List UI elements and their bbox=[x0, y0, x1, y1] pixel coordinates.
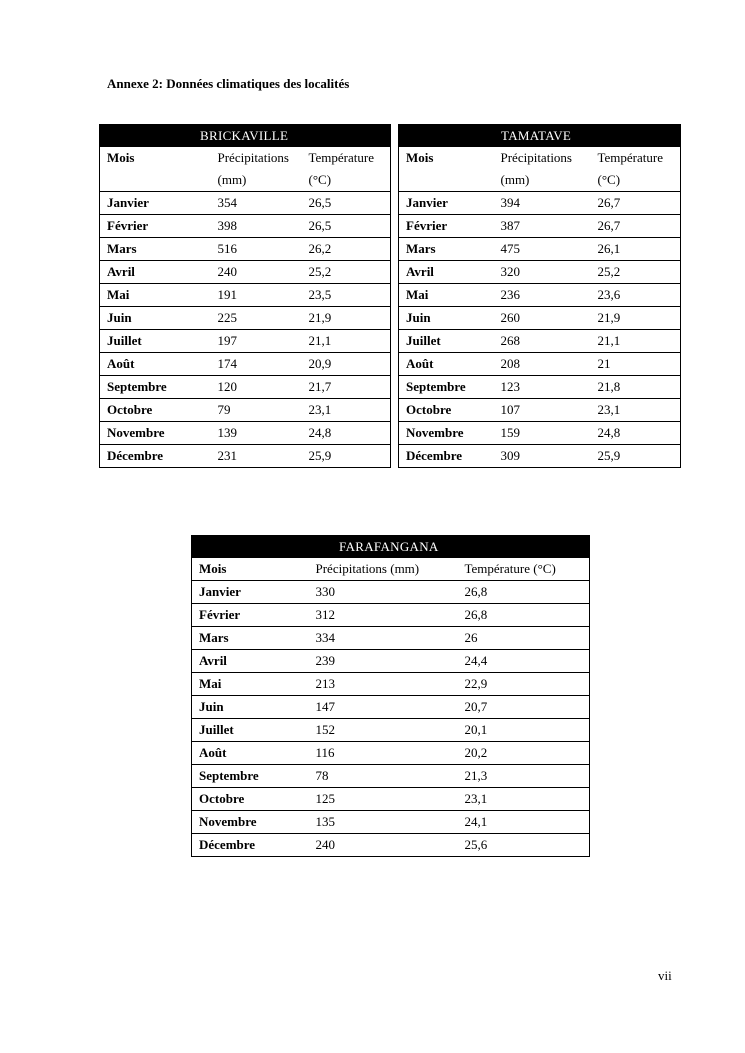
temp-cell: 26,5 bbox=[302, 215, 391, 238]
temp-cell: 24,4 bbox=[458, 650, 590, 673]
month-cell: Septembre bbox=[192, 765, 309, 788]
temp-cell: 25,6 bbox=[458, 834, 590, 857]
table-row bbox=[100, 192, 391, 215]
temp-cell: 26,1 bbox=[591, 238, 681, 261]
table-row bbox=[399, 307, 681, 330]
page-number: vii bbox=[658, 968, 672, 983]
col-temp-header: Température bbox=[597, 150, 663, 165]
tamatave-rows bbox=[399, 192, 681, 468]
table-row bbox=[399, 376, 681, 399]
temp-cell: 23,1 bbox=[591, 399, 681, 422]
table-row bbox=[100, 215, 391, 238]
temp-cell: 24,1 bbox=[458, 811, 590, 834]
month-cell: Janvier bbox=[100, 192, 211, 215]
month-cell: Juin bbox=[399, 307, 494, 330]
precip-cell: 309 bbox=[494, 445, 591, 468]
month-cell: Avril bbox=[399, 261, 494, 284]
month-cell: Mai bbox=[399, 284, 494, 307]
month-cell: Mai bbox=[192, 673, 309, 696]
month-cell: Février bbox=[399, 215, 494, 238]
table-row bbox=[100, 238, 391, 261]
precip-cell: 475 bbox=[494, 238, 591, 261]
table-row bbox=[192, 650, 590, 673]
temp-cell: 26,2 bbox=[302, 238, 391, 261]
month-cell: Janvier bbox=[399, 192, 494, 215]
temp-cell: 25,2 bbox=[302, 261, 391, 284]
month-cell: Février bbox=[192, 604, 309, 627]
col-precip-header: Précipitations (mm) bbox=[315, 561, 420, 576]
table-row bbox=[100, 261, 391, 284]
table-row bbox=[192, 742, 590, 765]
temp-cell: 25,9 bbox=[591, 445, 681, 468]
precip-cell: 213 bbox=[309, 673, 458, 696]
month-cell: Août bbox=[100, 353, 211, 376]
temp-cell: 20,1 bbox=[458, 719, 590, 742]
precip-cell: 174 bbox=[211, 353, 302, 376]
table-row bbox=[399, 192, 681, 215]
table-row bbox=[192, 673, 590, 696]
col-temp-header: Température bbox=[308, 150, 374, 165]
month-cell: Mai bbox=[100, 284, 211, 307]
month-cell: Mars bbox=[100, 238, 211, 261]
col-temp-unit: (°C) bbox=[597, 172, 621, 187]
col-precip-header: Précipitations bbox=[217, 150, 289, 165]
temp-cell: 25,2 bbox=[591, 261, 681, 284]
month-cell: Octobre bbox=[399, 399, 494, 422]
month-cell: Janvier bbox=[192, 581, 309, 604]
month-cell: Juin bbox=[192, 696, 309, 719]
col-precip-unit: (mm) bbox=[500, 172, 530, 187]
farafangana-rows bbox=[192, 581, 590, 857]
temp-cell: 23,1 bbox=[302, 399, 391, 422]
table-row bbox=[399, 215, 681, 238]
precip-cell: 268 bbox=[494, 330, 591, 353]
temp-cell: 26,7 bbox=[591, 192, 681, 215]
temp-cell: 26,8 bbox=[458, 604, 590, 627]
table-row bbox=[399, 422, 681, 445]
precip-cell: 147 bbox=[309, 696, 458, 719]
table-row bbox=[192, 811, 590, 834]
temp-cell: 21,1 bbox=[302, 330, 391, 353]
month-cell: Octobre bbox=[100, 399, 211, 422]
table-row bbox=[192, 627, 590, 650]
temp-cell: 20,2 bbox=[458, 742, 590, 765]
farafangana-header: FARAFANGANA bbox=[192, 536, 590, 559]
month-cell: Octobre bbox=[192, 788, 309, 811]
temp-cell: 26 bbox=[458, 627, 590, 650]
precip-cell: 116 bbox=[309, 742, 458, 765]
month-cell: Septembre bbox=[399, 376, 494, 399]
table-row bbox=[192, 834, 590, 857]
temp-cell: 21 bbox=[591, 353, 681, 376]
precip-cell: 387 bbox=[494, 215, 591, 238]
table-row bbox=[100, 330, 391, 353]
precip-cell: 398 bbox=[211, 215, 302, 238]
precip-cell: 120 bbox=[211, 376, 302, 399]
temp-cell: 26,5 bbox=[302, 192, 391, 215]
col-temp-unit: (°C) bbox=[308, 172, 332, 187]
table-row bbox=[192, 604, 590, 627]
month-cell: Décembre bbox=[100, 445, 211, 468]
table-row bbox=[100, 422, 391, 445]
temp-cell: 21,7 bbox=[302, 376, 391, 399]
precip-cell: 139 bbox=[211, 422, 302, 445]
table-row bbox=[399, 445, 681, 468]
table-row bbox=[192, 788, 590, 811]
month-cell: Juillet bbox=[192, 719, 309, 742]
month-cell: Juillet bbox=[399, 330, 494, 353]
temp-cell: 22,9 bbox=[458, 673, 590, 696]
month-cell: Juin bbox=[100, 307, 211, 330]
table-row bbox=[399, 238, 681, 261]
precip-cell: 225 bbox=[211, 307, 302, 330]
tamatave-table bbox=[398, 124, 681, 468]
col-temp-header: Température (°C) bbox=[464, 561, 556, 576]
precip-cell: 260 bbox=[494, 307, 591, 330]
month-cell: Avril bbox=[192, 650, 309, 673]
page-title: Annexe 2: Données climatiques des localités bbox=[107, 76, 350, 91]
temp-cell: 25,9 bbox=[302, 445, 391, 468]
temp-cell: 23,5 bbox=[302, 284, 391, 307]
table-row bbox=[100, 445, 391, 468]
temp-cell: 26,8 bbox=[458, 581, 590, 604]
month-cell: Mars bbox=[192, 627, 309, 650]
table-row bbox=[192, 719, 590, 742]
table-row bbox=[100, 376, 391, 399]
col-mois-header: Mois bbox=[199, 561, 227, 576]
table-row bbox=[399, 330, 681, 353]
month-cell: Novembre bbox=[100, 422, 211, 445]
temp-cell: 24,8 bbox=[591, 422, 681, 445]
precip-cell: 231 bbox=[211, 445, 302, 468]
table-row bbox=[192, 765, 590, 788]
table-row bbox=[100, 353, 391, 376]
table-row bbox=[100, 284, 391, 307]
precip-cell: 239 bbox=[309, 650, 458, 673]
month-cell: Septembre bbox=[100, 376, 211, 399]
table-row bbox=[100, 399, 391, 422]
table-row bbox=[192, 581, 590, 604]
temp-cell: 24,8 bbox=[302, 422, 391, 445]
temp-cell: 21,1 bbox=[591, 330, 681, 353]
precip-cell: 320 bbox=[494, 261, 591, 284]
temp-cell: 21,3 bbox=[458, 765, 590, 788]
temp-cell: 21,9 bbox=[591, 307, 681, 330]
brickaville-table bbox=[99, 124, 391, 468]
precip-cell: 240 bbox=[309, 834, 458, 857]
precip-cell: 240 bbox=[211, 261, 302, 284]
precip-cell: 107 bbox=[494, 399, 591, 422]
month-cell: Mars bbox=[399, 238, 494, 261]
precip-cell: 394 bbox=[494, 192, 591, 215]
month-cell: Juillet bbox=[100, 330, 211, 353]
precip-cell: 78 bbox=[309, 765, 458, 788]
month-cell: Novembre bbox=[192, 811, 309, 834]
temp-cell: 20,7 bbox=[458, 696, 590, 719]
precip-cell: 125 bbox=[309, 788, 458, 811]
month-cell: Novembre bbox=[399, 422, 494, 445]
precip-cell: 516 bbox=[211, 238, 302, 261]
precip-cell: 236 bbox=[494, 284, 591, 307]
month-cell: Avril bbox=[100, 261, 211, 284]
precip-cell: 79 bbox=[211, 399, 302, 422]
table-row bbox=[399, 284, 681, 307]
tamatave-header: TAMATAVE bbox=[399, 125, 681, 148]
table-row bbox=[192, 696, 590, 719]
brickaville-header: BRICKAVILLE bbox=[100, 125, 391, 148]
temp-cell: 21,9 bbox=[302, 307, 391, 330]
month-cell: Décembre bbox=[192, 834, 309, 857]
precip-cell: 135 bbox=[309, 811, 458, 834]
table-row bbox=[100, 307, 391, 330]
precip-cell: 123 bbox=[494, 376, 591, 399]
temp-cell: 20,9 bbox=[302, 353, 391, 376]
farafangana-table bbox=[191, 535, 590, 857]
precip-cell: 159 bbox=[494, 422, 591, 445]
col-mois-header: Mois bbox=[107, 150, 135, 165]
precip-cell: 152 bbox=[309, 719, 458, 742]
precip-cell: 354 bbox=[211, 192, 302, 215]
month-cell: Décembre bbox=[399, 445, 494, 468]
table-row bbox=[399, 399, 681, 422]
temp-cell: 26,7 bbox=[591, 215, 681, 238]
table-row bbox=[399, 261, 681, 284]
precip-cell: 208 bbox=[494, 353, 591, 376]
temp-cell: 21,8 bbox=[591, 376, 681, 399]
month-cell: Août bbox=[192, 742, 309, 765]
precip-cell: 330 bbox=[309, 581, 458, 604]
col-precip-unit: (mm) bbox=[217, 172, 247, 187]
col-mois-header-cont bbox=[100, 169, 211, 192]
temp-cell: 23,1 bbox=[458, 788, 590, 811]
precip-cell: 312 bbox=[309, 604, 458, 627]
precip-cell: 191 bbox=[211, 284, 302, 307]
temp-cell: 23,6 bbox=[591, 284, 681, 307]
month-cell: Février bbox=[100, 215, 211, 238]
brickaville-rows bbox=[100, 192, 391, 468]
col-precip-header: Précipitations bbox=[500, 150, 572, 165]
table-row bbox=[399, 353, 681, 376]
month-cell: Août bbox=[399, 353, 494, 376]
precip-cell: 334 bbox=[309, 627, 458, 650]
col-mois-header: Mois bbox=[406, 150, 434, 165]
precip-cell: 197 bbox=[211, 330, 302, 353]
col-mois-header-cont bbox=[399, 169, 494, 192]
